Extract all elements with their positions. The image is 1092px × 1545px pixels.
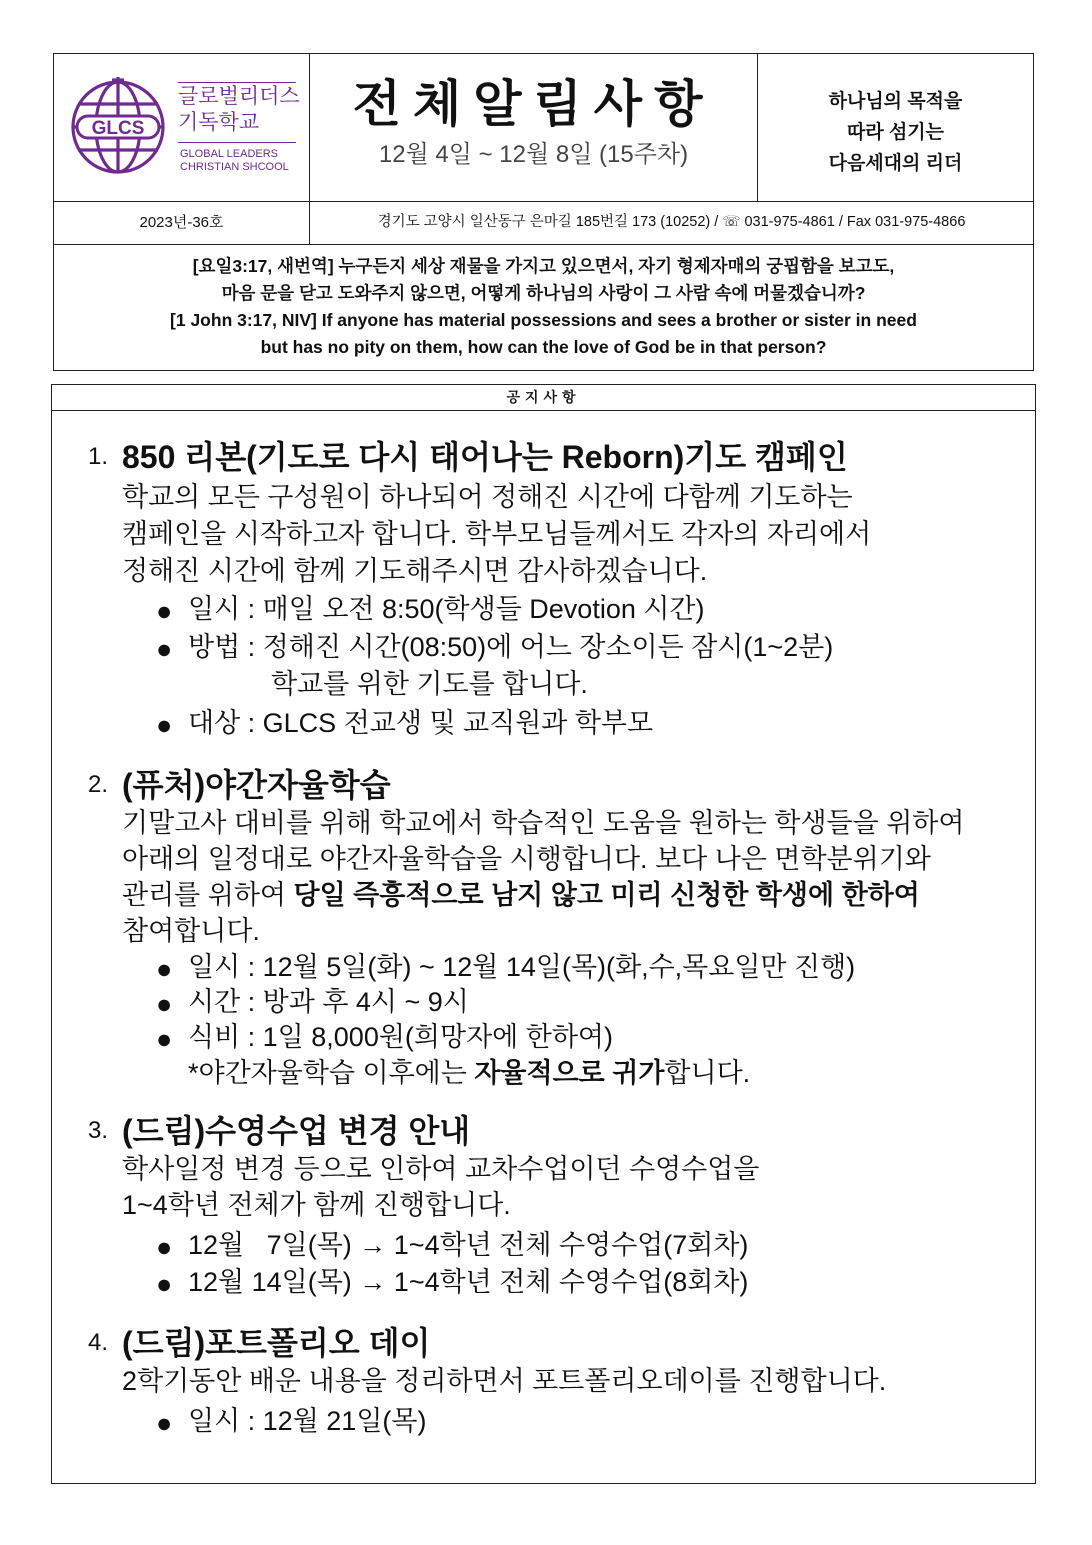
school-logo xyxy=(54,54,310,201)
bullet-item: 12월 14일(목) → 1~4학년 전체 수영수업(8회차) xyxy=(188,1267,749,1297)
bullet-item: 시간 : 방과 후 4시 ~ 9시 xyxy=(188,987,469,1017)
verse-line: [1 John 3:17, NIV] If anyone has material possessions and sees a brother or sister in need xyxy=(170,310,917,330)
bullet-icon: ● xyxy=(156,596,173,626)
logo-rule-bottom xyxy=(178,142,296,143)
school-address: 경기도 고양시 일산동구 은마길 185번길 173 (10252) / ☏ 031-975-4861 / Fax 031-975-4866 xyxy=(377,214,966,230)
bullet-item: 일시 : 12월 5일(화) ~ 12월 14일(목)(화,수,목요일만 진행) xyxy=(188,952,856,982)
note-line: *야간자율학습 이후에는 자율적으로 귀가합니다. xyxy=(188,1058,751,1088)
bullet-item: 12월 7일(목) → 1~4학년 전체 수영수업(7회차) xyxy=(188,1230,749,1260)
item-text-line: 학사일정 변경 등으로 인하여 교차수업이던 수영수업을 xyxy=(122,1154,760,1184)
item-text-line: 캠페인을 시작하고자 합니다. 학부모님들께서도 각자의 자리에서 xyxy=(122,519,872,549)
item-text-line: 학교의 모든 구성원이 하나되어 정해진 시간에 다함께 기도하는 xyxy=(122,482,853,512)
item-title: (퓨처)야간자율학습 xyxy=(122,767,391,803)
item-number: 3. xyxy=(88,1117,109,1144)
motto: 하나님의 목적을 따라 섬기는 다음세대의 리더 xyxy=(828,91,963,174)
title-block xyxy=(310,54,758,201)
item-title: (드림)포트폴리오 데이 xyxy=(122,1325,431,1361)
newsletter-header xyxy=(53,53,1034,371)
logo-name-kr: 글로벌리더스 기독학교 xyxy=(178,85,300,134)
motto-block xyxy=(758,54,1033,201)
item-text-line: 정해진 시간에 함께 기도해주시면 감사하겠습니다. xyxy=(122,556,708,586)
item-number: 2. xyxy=(88,771,109,798)
issue-number: 2023년-36호 xyxy=(54,202,310,244)
page-title: 전체알림사항 xyxy=(352,76,715,132)
item-title: (드림)수영수업 변경 안내 xyxy=(122,1113,471,1149)
item-text-line: 기말고사 대비를 위해 학교에서 학습적인 도움을 원하는 학생들을 위하여 xyxy=(122,808,965,838)
item-text-line: 참여합니다. xyxy=(122,916,260,946)
bullet-continuation: 학교를 위한 기도를 합니다. xyxy=(271,669,588,699)
bullet-icon: ● xyxy=(156,710,173,740)
globe-icon xyxy=(68,77,168,177)
emphasis-text: 자율적으로 귀가 xyxy=(474,1058,665,1088)
emphasis-text: 당일 즉흥적으로 남지 않고 미리 신청한 학생에 한하여 xyxy=(293,880,920,910)
bullet-item: 식비 : 1일 8,000원(희망자에 한하여) xyxy=(188,1022,613,1052)
header-top-row xyxy=(54,54,1033,202)
bullet-item: 대상 : GLCS 전교생 및 교직원과 학부모 xyxy=(188,708,654,738)
item-text-line: 2학기동안 배운 내용을 정리하면서 포트폴리오데이를 진행합니다. xyxy=(122,1366,887,1396)
bullet-icon: ● xyxy=(156,989,173,1019)
item-number: 4. xyxy=(88,1329,109,1356)
verse-line: [요일3:17, 새번역] 누구든지 세상 재물을 가지고 있으면서, 자기 형제자매의 궁핍함을 보고도, xyxy=(192,256,895,276)
bullet-icon: ● xyxy=(156,634,173,664)
item-title: 850 리본(기도로 다시 태어나는 Reborn)기도 캠페인 xyxy=(122,439,848,475)
bullet-icon: ● xyxy=(156,1269,173,1299)
item-number: 1. xyxy=(88,443,109,470)
bullet-icon: ● xyxy=(156,954,173,984)
logo-name-en: GLOBAL LEADERS CHRISTIAN SHCOOL xyxy=(180,148,289,173)
notice-section xyxy=(51,384,1036,1484)
bullet-icon: ● xyxy=(156,1232,173,1262)
bullet-item: 일시 : 12월 21일(목) xyxy=(188,1406,427,1436)
bible-verse xyxy=(54,245,1033,370)
verse-line: 마음 문을 닫고 도와주지 않으면, 어떻게 하나님의 사랑이 그 사람 속에 머물겠습니까? xyxy=(221,283,866,303)
logo-mark-text: GLCS xyxy=(91,118,145,139)
notice-heading: 공지사항 xyxy=(52,385,1035,411)
verse-line: but has no pity on them, how can the love of God be in that person? xyxy=(260,337,827,357)
bullet-item: 일시 : 매일 오전 8:50(학생들 Devotion 시간) xyxy=(188,594,705,624)
bullet-icon: ● xyxy=(156,1024,173,1054)
item-text-line: 아래의 일정대로 야간자율학습을 시행합니다. 보다 나은 면학분위기와 xyxy=(122,844,931,874)
item-text-line: 1~4학년 전체가 함께 진행합니다. xyxy=(122,1190,511,1220)
bullet-item: 방법 : 정해진 시간(08:50)에 어느 장소이든 잠시(1~2분) xyxy=(188,632,834,662)
header-info-row xyxy=(54,202,1033,245)
logo-rule-top xyxy=(178,82,296,83)
bullet-icon: ● xyxy=(156,1408,173,1438)
week-range: 12월 4일 ~ 12월 8일 (15주차) xyxy=(378,141,689,168)
item-text-line: 관리를 위하여 당일 즉흥적으로 남지 않고 미리 신청한 학생에 한하여 xyxy=(122,880,920,910)
